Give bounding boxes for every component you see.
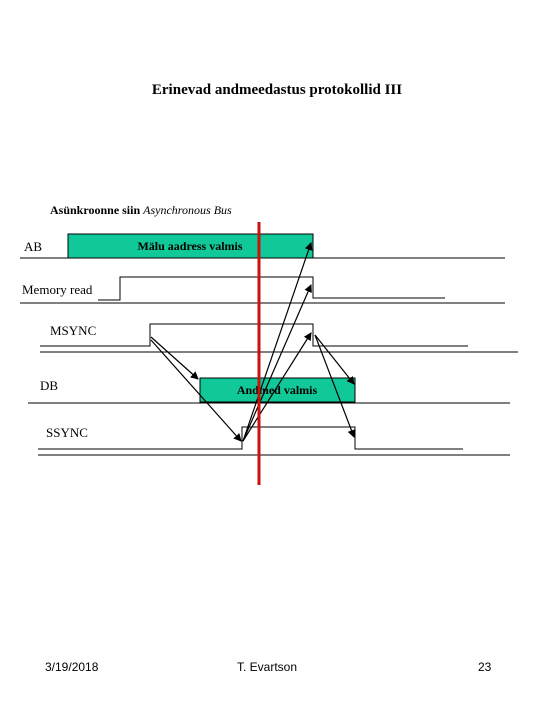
subtitle-italic: Asynchronous Bus [143, 203, 232, 217]
slide-title: Erinevad andmeedastus protokollid III [151, 82, 403, 98]
subtitle-bold: Asünkroonne siin [50, 203, 141, 217]
footer-page-number: 23 [478, 660, 492, 674]
data-ready-label: Andmed valmis [236, 383, 318, 397]
signal-label-db: DB [40, 378, 59, 393]
signal-label-memory-read: Memory read [22, 282, 93, 297]
arrow-ssync-to-memread [243, 285, 311, 441]
signal-label-ab: AB [24, 239, 43, 254]
signal-label-msync: MSYNC [50, 323, 97, 338]
footer-author: T. Evartson [237, 660, 298, 674]
ssync-waveform [38, 427, 463, 449]
arrow-msync-to-data-end [315, 335, 354, 384]
msync-waveform [40, 324, 468, 346]
address-ready-label: Mälu aadress valmis [137, 239, 243, 253]
signal-label-ssync: SSYNC [46, 425, 88, 440]
arrow-ssync-to-address [243, 243, 311, 441]
footer-date: 3/19/2018 [45, 660, 99, 674]
arrow-msync-to-data [151, 337, 198, 379]
memread-waveform [98, 277, 445, 300]
